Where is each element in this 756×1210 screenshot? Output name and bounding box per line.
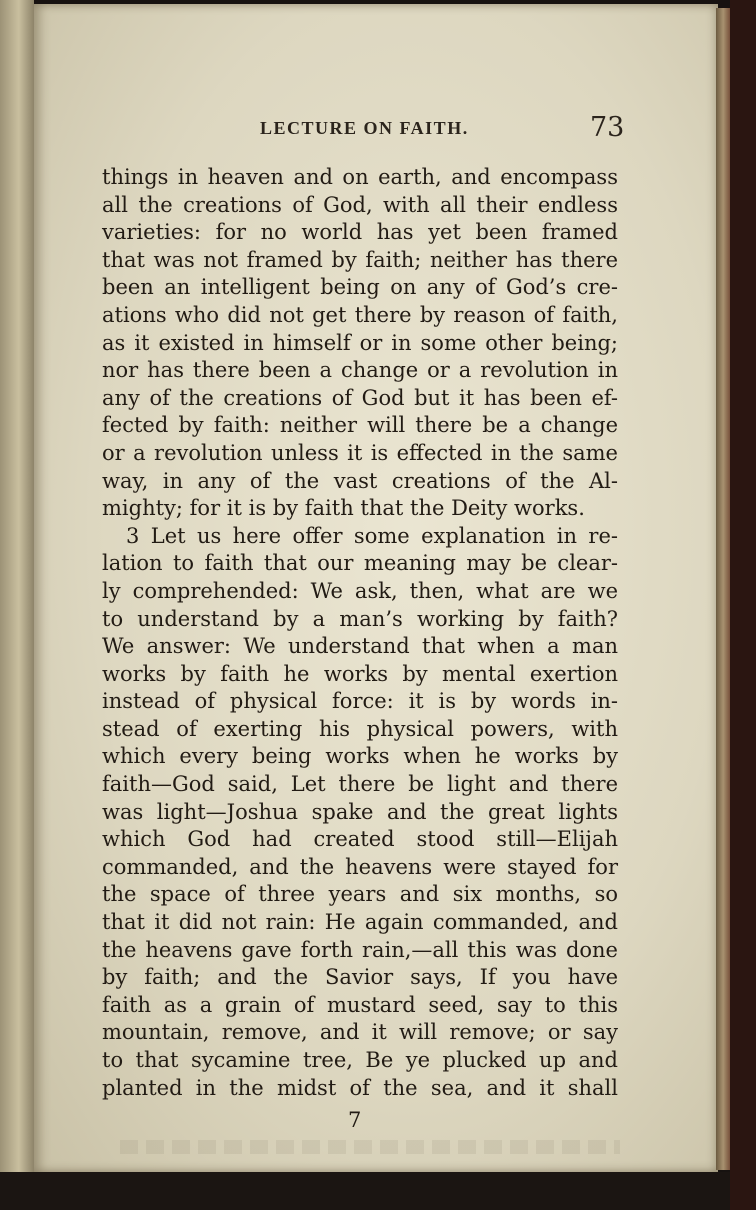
previous-page-edge [0, 0, 34, 1190]
text-line: was light—Joshua spake and the great lights [102, 799, 618, 824]
book-cover-edge [730, 0, 756, 1210]
text-line: fected by faith: neither will there be a change [102, 413, 618, 438]
text-line: to understand by a man’s working by faith? [102, 606, 618, 631]
text-line: that was not framed by faith; neither has there [102, 247, 618, 272]
show-through-text [120, 1140, 620, 1154]
body-text [102, 164, 618, 1102]
bottom-cover-board [0, 1172, 730, 1210]
text-line: stead of exerting his physical powers, with [102, 716, 618, 741]
text-line: that it did not rain: He again commanded, and [102, 910, 618, 935]
text-line: the heavens gave forth rain,—all this was done [102, 937, 618, 962]
page-number: 73 [590, 112, 625, 143]
text-line: lation to faith that our meaning may be clear- [102, 551, 618, 576]
text-line: works by faith he works by mental exertion [102, 661, 618, 686]
text-line: by faith; and the Savior says, If you have [102, 965, 618, 990]
text-line: faith as a grain of mustard seed, say to this [102, 992, 618, 1017]
text-line: ations who did not get there by reason of faith, [102, 302, 618, 327]
text-line: instead of physical force: it is by words in- [102, 689, 618, 714]
text-line: which every being works when he works by [102, 744, 618, 769]
text-line: planted in the midst of the sea, and it shall [102, 1075, 618, 1100]
text-line: faith—God said, Let there be light and there [102, 772, 618, 797]
text-line: things in heaven and on earth, and encompass [102, 165, 618, 189]
text-line: any of the creations of God but it has been ef- [102, 385, 618, 410]
text-line: or a revolution unless it is effected in the same [102, 440, 618, 465]
running-head: LECTURE ON FAITH. [260, 118, 469, 138]
text-line: to that sycamine tree, Be ye plucked up and [102, 1048, 618, 1072]
text-line: ly comprehended: We ask, then, what are we [102, 578, 618, 603]
text-line: We answer: We understand that when a man [102, 634, 618, 659]
text-line: varieties: for no world has yet been framed [102, 220, 618, 245]
text-line: all the creations of God, with all their endless [102, 192, 618, 217]
text-line: been an intelligent being on any of God’s cre- [102, 275, 618, 300]
text-line: nor has there been a change or a revolution in [102, 358, 618, 383]
text-line: which God had created stood still—Elijah [102, 827, 618, 852]
text-line: commanded, and the heavens were stayed for [102, 854, 618, 879]
page-header [34, 112, 718, 152]
signature-mark: 7 [348, 1108, 362, 1132]
text-line: mighty; for it is by faith that the Deity works. [102, 496, 585, 521]
text-line: as it existed in himself or in some other being; [102, 330, 618, 355]
paragraph-start-line: 3 Let us here offer some explanation in re- [126, 523, 618, 548]
text-line: mountain, remove, and it will remove; or say [102, 1020, 618, 1045]
text-line: the space of three years and six months, so [102, 882, 618, 907]
text-line: way, in any of the vast creations of the Al- [102, 468, 618, 493]
